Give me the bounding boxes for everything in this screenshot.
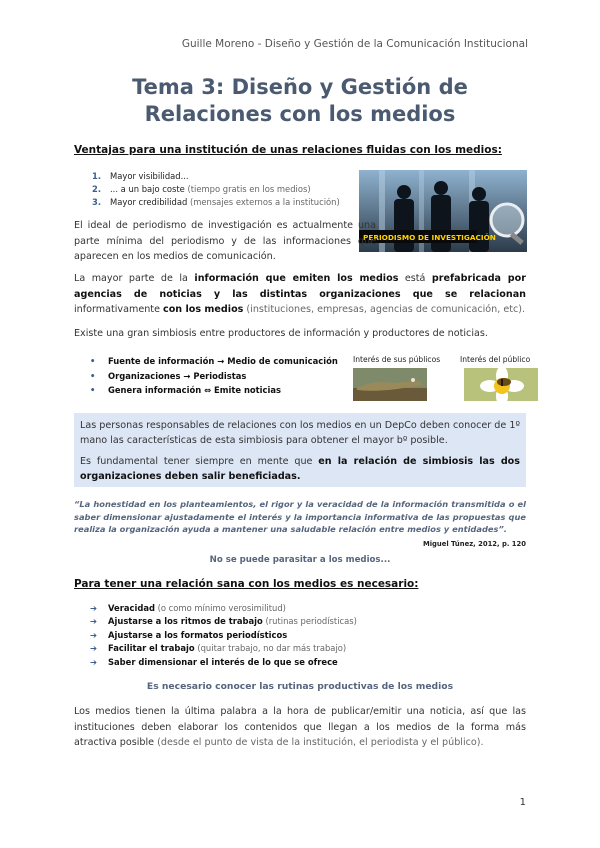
paragraph-last-word: Los medios tienen la última palabra a la hora de publicar/emitir una noticia, así que las instituciones deben elaborar los contenidos que llegan a los medios de la forma más atractiva posible (desde el punto de vista de la institución, el periodista y el público). bbox=[74, 706, 526, 748]
page-number: 1 bbox=[519, 797, 526, 808]
box-paragraph-2: Es fundamental tener siempre en mente que en la relación de simbiosis las dos organizaciones deben salir beneficiadas. bbox=[80, 456, 520, 482]
list-item: 3. Mayor credibilidad (mensajes externos a la institución) bbox=[92, 197, 340, 207]
highlight-box bbox=[74, 413, 526, 487]
symbiosis-image-crocodile bbox=[353, 368, 427, 401]
requirements-list bbox=[90, 602, 357, 669]
section-heading-healthy-relationship: Para tener una relación sana con los medios es necesario: bbox=[74, 578, 419, 590]
list-item: 1. Mayor visibilidad... bbox=[92, 171, 189, 181]
note-productive-routines: Es necesario conocer las rutinas productivas de los medios bbox=[146, 681, 454, 692]
quote-citation: Miguel Túnez, 2012, p. 120 bbox=[422, 540, 526, 548]
box-paragraph-1: Las personas responsables de relaciones con los medios en un DepCo deben conocer de 1º mano las características de esta simbiosis para obtener el mayor bº posible. bbox=[80, 420, 520, 446]
page-title bbox=[0, 74, 600, 128]
paragraph-investigative: El ideal de periodismo de investigación es actualmente una parte mínima del periodismo y de las informaciones que aparecen en los medios de comunicación. bbox=[74, 220, 376, 262]
title-line-1: Tema 3: Diseño y Gestión de bbox=[132, 75, 468, 99]
list-item: • Fuente de información → Medio de comunicación bbox=[90, 356, 338, 366]
thumb-label-public: Interés del público bbox=[460, 355, 531, 364]
image-caption: PERIODISMO DE INVESTIGACIÓN bbox=[363, 233, 496, 242]
list-item: ➔ Saber dimensionar el interés de lo que se ofrece bbox=[90, 656, 338, 667]
title-line-2: Relaciones con los medios bbox=[144, 102, 456, 126]
investigative-journalism-image bbox=[359, 170, 527, 252]
advantages-list bbox=[92, 170, 340, 209]
list-item: ➔ Veracidad (o como mínimo verosimilitud) bbox=[90, 603, 286, 613]
thumb-label-publics: Interés de sus públicos bbox=[353, 355, 441, 364]
note-parasitize: No se puede parasitar a los medios... bbox=[209, 555, 391, 565]
list-item: ➔ Ajustarse a los ritmos de trabajo (rutinas periodísticas) bbox=[90, 616, 357, 627]
symbiosis-list bbox=[90, 354, 338, 398]
paragraph-symbiosis: Existe una gran simbiosis entre productores de información y productores de noticias. bbox=[74, 328, 488, 339]
list-item: • Organizaciones → Periodistas bbox=[90, 370, 247, 381]
section-heading-advantages: Ventajas para una institución de unas relaciones fluidas con los medios: bbox=[74, 144, 502, 156]
quote: “La honestidad en los planteamientos, el rigor y la veracidad de la información transmitida o el saber dimensionar ajustadamente el interés y la importancia informativa de las propuestas que realiza la organización ayuda a mantener una saludable relación entre medios y entidades”. bbox=[74, 499, 526, 534]
list-item: • Genera información ⇔ Emite noticias bbox=[90, 385, 282, 395]
symbiosis-image-bee bbox=[464, 368, 538, 401]
list-item: 2. ... a un bajo coste (tiempo gratis en los medios) bbox=[92, 184, 311, 194]
page-header: Guille Moreno - Diseño y Gestión de la Comunicación Institucional bbox=[181, 38, 528, 50]
list-item: ➔ Ajustarse a los formatos periodísticos bbox=[90, 629, 288, 640]
list-item: ➔ Facilitar el trabajo (quitar trabajo, no dar más trabajo) bbox=[90, 643, 347, 654]
paragraph-prefabricated: La mayor parte de la información que emiten los medios está prefabricada por agencias de noticias y las distintas organizaciones que se relacionan informativamente con los medios (instituciones, empresas, agencias de comunicación, etc). bbox=[74, 273, 526, 315]
